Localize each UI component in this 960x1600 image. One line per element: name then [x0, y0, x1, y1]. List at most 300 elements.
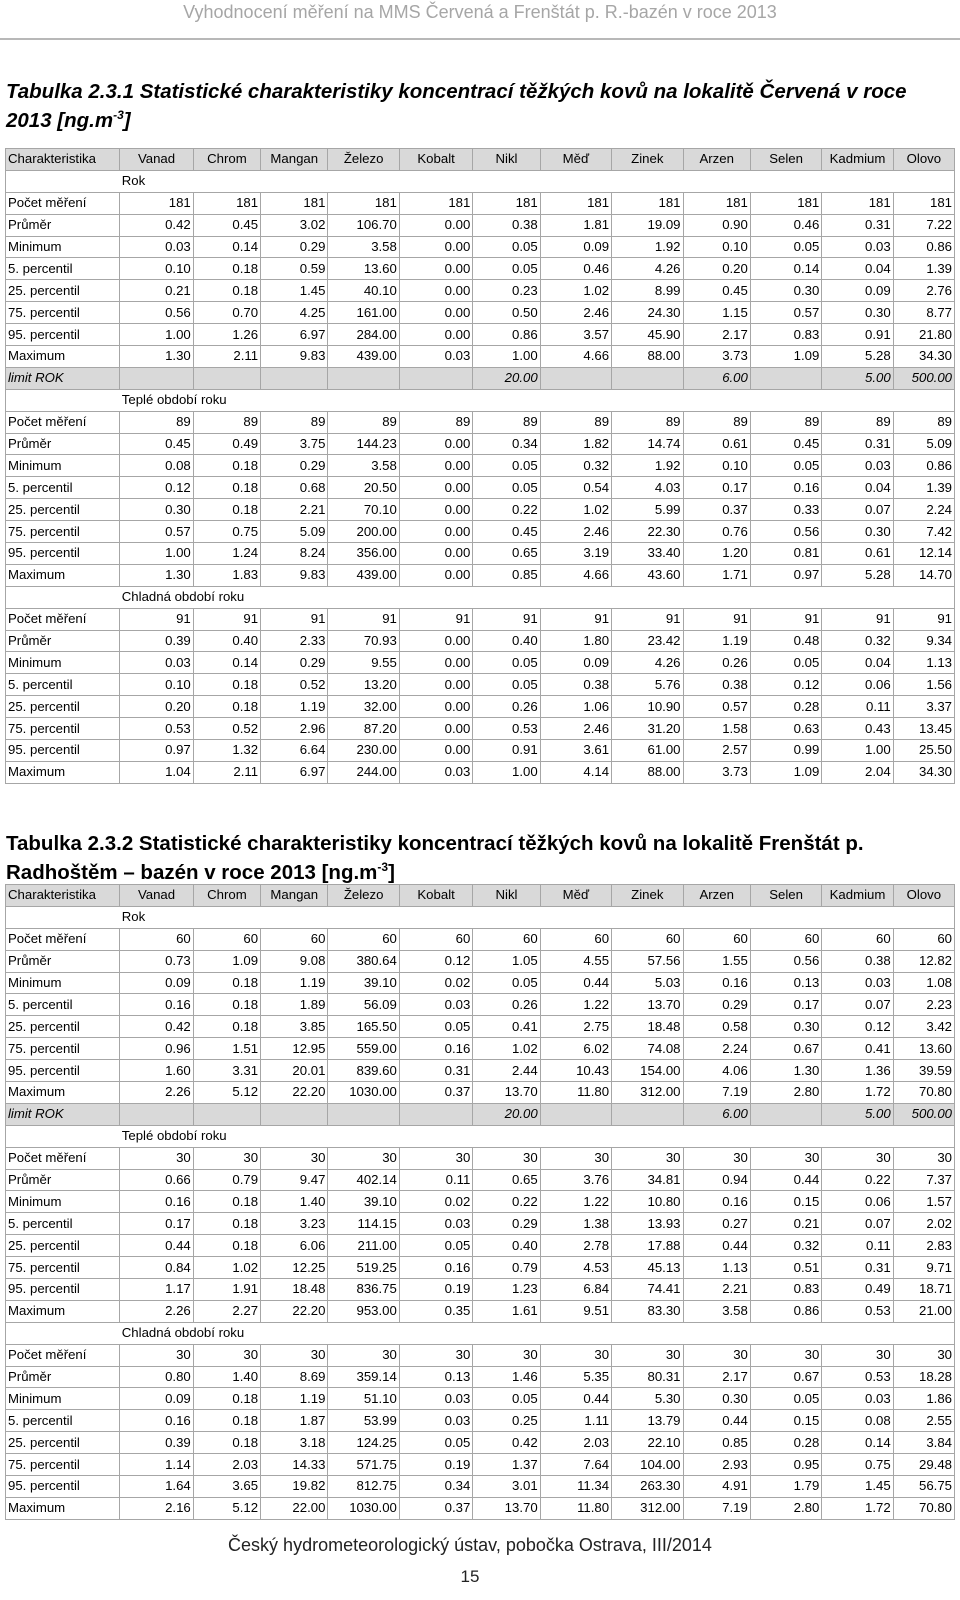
table-cell: 1.19 — [683, 630, 750, 652]
table-row — [6, 1257, 955, 1279]
table-cell: 0.83 — [750, 324, 821, 346]
table-cell: 0.30 — [120, 499, 193, 521]
table-row — [6, 1410, 955, 1432]
table-cell: 22.20 — [261, 1300, 328, 1322]
table-cell: 1.80 — [540, 630, 611, 652]
table-cell: 0.00 — [399, 652, 472, 674]
row-label: Počet měření — [6, 411, 120, 433]
table-cell: 0.17 — [120, 1213, 193, 1235]
table-cell: 0.28 — [750, 696, 821, 718]
table-cell: 30 — [328, 1147, 399, 1169]
table-cell: 2.26 — [120, 1300, 193, 1322]
table-cell: 7.19 — [683, 1497, 750, 1519]
table-cell: 0.46 — [540, 258, 611, 280]
table-cell: 3.57 — [540, 324, 611, 346]
table-cell: 1.36 — [822, 1060, 893, 1082]
table-cell: 1.02 — [540, 499, 611, 521]
section-label: Rok — [120, 906, 955, 928]
table-cell: 0.09 — [540, 652, 611, 674]
table-cell: 1.91 — [193, 1279, 260, 1301]
table-cell: 0.05 — [473, 258, 540, 280]
table-cell: 74.41 — [612, 1279, 683, 1301]
table-cell: 2.75 — [540, 1016, 611, 1038]
table-cell: 0.23 — [473, 280, 540, 302]
table-cell: 91 — [120, 608, 193, 630]
row-label: Průměr — [6, 950, 120, 972]
row-label: 5. percentil — [6, 994, 120, 1016]
table-cell: 0.06 — [822, 674, 893, 696]
table-cell: 33.40 — [612, 543, 683, 565]
table-cell: 30 — [893, 1344, 954, 1366]
table-cell: 0.49 — [822, 1279, 893, 1301]
table-cell: 3.61 — [540, 740, 611, 762]
table-cell: 89 — [261, 411, 328, 433]
row-label: 75. percentil — [6, 302, 120, 324]
table-cell: 2.03 — [193, 1454, 260, 1476]
table-cell: 60 — [120, 928, 193, 950]
table-cell: 0.38 — [473, 214, 540, 236]
table-cell: 0.65 — [473, 1169, 540, 1191]
table-cell: 1030.00 — [328, 1082, 399, 1104]
table-cell: 21.80 — [893, 324, 954, 346]
table-cell: 5.12 — [193, 1082, 260, 1104]
table-cell: 4.66 — [540, 346, 611, 368]
table-cell: 5.09 — [893, 433, 954, 455]
table-cell: 0.56 — [750, 521, 821, 543]
table-cell: 3.75 — [261, 433, 328, 455]
row-label: Průměr — [6, 630, 120, 652]
table-cell: 0.58 — [683, 1016, 750, 1038]
table-cell: 1.72 — [822, 1082, 893, 1104]
table-cell: 3.65 — [193, 1476, 260, 1498]
section-label: Rok — [120, 170, 955, 192]
table-cell: 7.64 — [540, 1454, 611, 1476]
table-cell: 30 — [193, 1344, 260, 1366]
table-cell: 34.81 — [612, 1169, 683, 1191]
table-cell: 181 — [683, 192, 750, 214]
table-cell: 0.57 — [750, 302, 821, 324]
table-cell: 1.08 — [893, 972, 954, 994]
table-cell: 6.06 — [261, 1235, 328, 1257]
table-cell: 0.45 — [193, 214, 260, 236]
table-cell: 0.03 — [399, 346, 472, 368]
table-row — [6, 1497, 955, 1519]
table-cell: 0.16 — [399, 1257, 472, 1279]
row-label: 75. percentil — [6, 521, 120, 543]
table-cell: 0.25 — [473, 1410, 540, 1432]
row-label: Maximum — [6, 761, 120, 783]
table-cell: 3.42 — [893, 1016, 954, 1038]
table-cell: 0.03 — [120, 236, 193, 258]
table-cell: 0.21 — [120, 280, 193, 302]
section-row — [6, 170, 955, 192]
table-cell: 1.40 — [261, 1191, 328, 1213]
row-label: Maximum — [6, 1497, 120, 1519]
table-cell: 0.85 — [683, 1432, 750, 1454]
table-cell: 2.55 — [893, 1410, 954, 1432]
table-cell: 30 — [750, 1344, 821, 1366]
column-header: Kobalt — [399, 149, 472, 171]
table-cell: 1.39 — [893, 477, 954, 499]
table-row — [6, 1082, 955, 1104]
table-cell: 0.12 — [822, 1016, 893, 1038]
table-cell: 1.71 — [683, 564, 750, 586]
table-cell: 30 — [261, 1147, 328, 1169]
table-cell: 60 — [473, 928, 540, 950]
row-label: 75. percentil — [6, 1038, 120, 1060]
table-cell: 0.31 — [399, 1060, 472, 1082]
table-cell: 2.11 — [193, 761, 260, 783]
table-cell: 0.27 — [683, 1213, 750, 1235]
row-label: Počet měření — [6, 1344, 120, 1366]
table-cell: 284.00 — [328, 324, 399, 346]
table-cell: 13.93 — [612, 1213, 683, 1235]
table-cell: 0.06 — [822, 1191, 893, 1213]
table-row — [6, 1300, 955, 1322]
table-cell: 0.14 — [193, 236, 260, 258]
table-cell: 181 — [540, 192, 611, 214]
table-row — [6, 1213, 955, 1235]
table-cell: 88.00 — [612, 761, 683, 783]
table-cell: 89 — [750, 411, 821, 433]
table-cell: 0.44 — [540, 972, 611, 994]
limit-label: limit ROK — [6, 367, 120, 389]
table-cell: 45.90 — [612, 324, 683, 346]
table-cell: 89 — [193, 411, 260, 433]
table-cell: 0.18 — [193, 258, 260, 280]
stats-table-frenstat — [5, 884, 955, 1520]
table-cell: 0.40 — [193, 630, 260, 652]
table-cell: 1030.00 — [328, 1497, 399, 1519]
limit-value: 500.00 — [893, 367, 954, 389]
table-cell: 0.56 — [120, 302, 193, 324]
table-cell: 0.16 — [120, 994, 193, 1016]
table-cell: 0.83 — [750, 1279, 821, 1301]
table-cell: 0.56 — [750, 950, 821, 972]
table-cell: 0.91 — [822, 324, 893, 346]
table-cell: 0.00 — [399, 214, 472, 236]
table-cell: 0.18 — [193, 696, 260, 718]
table-cell: 30 — [612, 1147, 683, 1169]
table-cell: 2.44 — [473, 1060, 540, 1082]
table-cell: 9.51 — [540, 1300, 611, 1322]
table-cell: 263.30 — [612, 1476, 683, 1498]
table-cell: 0.79 — [473, 1257, 540, 1279]
table-cell: 0.16 — [120, 1191, 193, 1213]
table-cell: 0.41 — [473, 1016, 540, 1038]
table-cell: 22.20 — [261, 1082, 328, 1104]
table-cell: 12.14 — [893, 543, 954, 565]
table-cell: 0.42 — [120, 1016, 193, 1038]
table-cell: 30 — [120, 1344, 193, 1366]
table-cell: 2.17 — [683, 1366, 750, 1388]
row-label: Minimum — [6, 455, 120, 477]
table-cell: 0.30 — [750, 1016, 821, 1038]
table-cell: 0.16 — [399, 1038, 472, 1060]
table-cell: 91 — [822, 608, 893, 630]
column-header: Železo — [328, 885, 399, 907]
table-cell: 0.95 — [750, 1454, 821, 1476]
table-cell: 1.11 — [540, 1410, 611, 1432]
row-label: 25. percentil — [6, 1432, 120, 1454]
table-cell: 1.09 — [750, 346, 821, 368]
table-cell: 0.32 — [750, 1235, 821, 1257]
row-label: Maximum — [6, 1300, 120, 1322]
table-cell: 181 — [822, 192, 893, 214]
table-cell: 34.30 — [893, 761, 954, 783]
table-cell: 3.73 — [683, 346, 750, 368]
table-cell: 0.29 — [261, 455, 328, 477]
table-cell: 0.05 — [473, 652, 540, 674]
table-cell: 0.10 — [683, 455, 750, 477]
table-cell: 56.75 — [893, 1476, 954, 1498]
table-cell: 0.03 — [399, 1388, 472, 1410]
table-cell: 2.78 — [540, 1235, 611, 1257]
table-cell: 91 — [750, 608, 821, 630]
table-cell: 1.37 — [473, 1454, 540, 1476]
column-header: Selen — [750, 149, 821, 171]
table-cell: 0.03 — [399, 1410, 472, 1432]
table-cell: 559.00 — [328, 1038, 399, 1060]
table-cell: 0.00 — [399, 455, 472, 477]
row-label: Počet měření — [6, 1147, 120, 1169]
table-cell: 0.12 — [120, 477, 193, 499]
table-cell: 3.37 — [893, 696, 954, 718]
table-cell: 0.26 — [473, 696, 540, 718]
table-body — [6, 906, 955, 1519]
table-cell: 0.00 — [399, 433, 472, 455]
table-row — [6, 192, 955, 214]
table-cell: 0.10 — [683, 236, 750, 258]
table-row — [6, 1476, 955, 1498]
table-cell: 0.68 — [261, 477, 328, 499]
table-cell: 89 — [540, 411, 611, 433]
table-cell: 32.00 — [328, 696, 399, 718]
table-cell: 244.00 — [328, 761, 399, 783]
table-cell: 0.76 — [683, 521, 750, 543]
caption-exponent: -3 — [377, 860, 389, 875]
limit-value: 20.00 — [473, 1103, 540, 1125]
table-cell: 30 — [473, 1147, 540, 1169]
table-cell: 13.70 — [473, 1082, 540, 1104]
table-cell: 0.05 — [399, 1016, 472, 1038]
row-label: 25. percentil — [6, 499, 120, 521]
table-cell: 0.10 — [120, 258, 193, 280]
table-cell: 0.07 — [822, 1213, 893, 1235]
table-row — [6, 740, 955, 762]
table-cell: 0.41 — [822, 1038, 893, 1060]
table-cell: 165.50 — [328, 1016, 399, 1038]
table-cell: 2.17 — [683, 324, 750, 346]
table-cell: 0.70 — [193, 302, 260, 324]
table-cell: 0.90 — [683, 214, 750, 236]
row-label: 75. percentil — [6, 718, 120, 740]
table-cell: 18.48 — [261, 1279, 328, 1301]
table-cell: 0.48 — [750, 630, 821, 652]
row-label: Minimum — [6, 972, 120, 994]
table-cell: 181 — [193, 192, 260, 214]
table-caption-cervena — [6, 77, 946, 135]
table-cell: 13.79 — [612, 1410, 683, 1432]
table-cell: 0.44 — [683, 1235, 750, 1257]
limit-value — [399, 367, 472, 389]
table-row — [6, 214, 955, 236]
row-label: 95. percentil — [6, 1279, 120, 1301]
table-cell: 1.19 — [261, 1388, 328, 1410]
table-cell: 51.10 — [328, 1388, 399, 1410]
table-cell: 83.30 — [612, 1300, 683, 1322]
table-cell: 89 — [473, 411, 540, 433]
table-cell: 1.19 — [261, 696, 328, 718]
row-label: Průměr — [6, 1169, 120, 1191]
table-cell: 30 — [540, 1147, 611, 1169]
table-cell: 0.00 — [399, 740, 472, 762]
table-cell: 91 — [473, 608, 540, 630]
table-cell: 1.45 — [822, 1476, 893, 1498]
table-cell: 40.10 — [328, 280, 399, 302]
table-cell: 0.09 — [120, 1388, 193, 1410]
table-cell: 5.99 — [612, 499, 683, 521]
page-footer: Český hydrometeorologický ústav, pobočka Ostrava, III/2014 — [228, 1535, 712, 1555]
table-cell: 9.55 — [328, 652, 399, 674]
table-cell: 3.19 — [540, 543, 611, 565]
table-cell: 3.58 — [328, 455, 399, 477]
table-cell: 359.14 — [328, 1366, 399, 1388]
table-cell: 11.34 — [540, 1476, 611, 1498]
table-cell: 0.39 — [120, 1432, 193, 1454]
table-cell: 0.84 — [120, 1257, 193, 1279]
table-cell: 1.92 — [612, 236, 683, 258]
table-cell: 0.17 — [683, 477, 750, 499]
table-cell: 1.00 — [120, 324, 193, 346]
table-cell: 91 — [612, 608, 683, 630]
table-cell: 60 — [540, 928, 611, 950]
table-row — [6, 324, 955, 346]
column-header: Měď — [540, 885, 611, 907]
column-header: Kobalt — [399, 885, 472, 907]
table-cell: 4.03 — [612, 477, 683, 499]
table-cell: 4.91 — [683, 1476, 750, 1498]
table-cell: 5.28 — [822, 564, 893, 586]
table-cell: 0.18 — [193, 1432, 260, 1454]
table-cell: 0.00 — [399, 258, 472, 280]
table-cell: 1.24 — [193, 543, 260, 565]
table-cell: 30 — [399, 1344, 472, 1366]
table-cell: 18.28 — [893, 1366, 954, 1388]
table-cell: 0.16 — [750, 477, 821, 499]
table-cell: 106.70 — [328, 214, 399, 236]
table-cell: 1.38 — [540, 1213, 611, 1235]
table-cell: 0.45 — [683, 280, 750, 302]
table-row — [6, 1191, 955, 1213]
row-label: 25. percentil — [6, 280, 120, 302]
table-cell: 11.80 — [540, 1497, 611, 1519]
table-caption-frenstat — [6, 829, 946, 887]
table-cell: 89 — [120, 411, 193, 433]
table-cell: 5.09 — [261, 521, 328, 543]
table-cell: 0.86 — [750, 1300, 821, 1322]
table-cell: 0.45 — [750, 433, 821, 455]
table-cell: 0.44 — [120, 1235, 193, 1257]
row-label: 95. percentil — [6, 740, 120, 762]
table-cell: 13.60 — [328, 258, 399, 280]
table-cell: 0.00 — [399, 302, 472, 324]
table-cell: 0.32 — [822, 630, 893, 652]
column-header: Selen — [750, 885, 821, 907]
table-cell: 0.44 — [683, 1410, 750, 1432]
table-cell: 0.11 — [399, 1169, 472, 1191]
table-cell: 0.03 — [120, 652, 193, 674]
table-cell: 1.30 — [120, 564, 193, 586]
table-cell: 53.99 — [328, 1410, 399, 1432]
table-cell: 87.20 — [328, 718, 399, 740]
table-cell: 10.43 — [540, 1060, 611, 1082]
table-cell: 39.10 — [328, 972, 399, 994]
table-cell: 0.05 — [473, 972, 540, 994]
table-body — [6, 170, 955, 783]
table-cell: 1.55 — [683, 950, 750, 972]
table-cell: 1.14 — [120, 1454, 193, 1476]
table-cell: 380.64 — [328, 950, 399, 972]
table-cell: 1.02 — [473, 1038, 540, 1060]
limit-value — [193, 1103, 260, 1125]
caption-text: Tabulka 2.3.1 Statistické charakteristiky koncentrací těžkých kovů na lokalitě Červená v roce 2013 [ng.m — [6, 80, 907, 132]
table-cell: 0.86 — [893, 455, 954, 477]
table-cell: 3.02 — [261, 214, 328, 236]
table-cell: 89 — [612, 411, 683, 433]
column-header: Vanad — [120, 885, 193, 907]
table-cell: 3.18 — [261, 1432, 328, 1454]
table-cell: 0.03 — [399, 994, 472, 1016]
table-cell: 1.64 — [120, 1476, 193, 1498]
table-cell: 0.21 — [750, 1213, 821, 1235]
table-cell: 154.00 — [612, 1060, 683, 1082]
caption-text: Tabulka 2.3.2 Statistické charakteristiky koncentrací těžkých kovů na lokalitě Frenštát p. Radhoštěm – bazén v roce 2013 [ng.m — [6, 832, 864, 884]
table-cell: 181 — [261, 192, 328, 214]
row-label: 5. percentil — [6, 674, 120, 696]
table-cell: 74.08 — [612, 1038, 683, 1060]
table-cell: 181 — [328, 192, 399, 214]
table-cell: 1.45 — [261, 280, 328, 302]
table-row — [6, 1454, 955, 1476]
table-cell: 2.57 — [683, 740, 750, 762]
table-cell: 181 — [399, 192, 472, 214]
table-cell: 0.45 — [120, 433, 193, 455]
table-cell: 4.25 — [261, 302, 328, 324]
row-label: 95. percentil — [6, 1060, 120, 1082]
table-cell: 0.22 — [822, 1169, 893, 1191]
table-cell: 0.29 — [473, 1213, 540, 1235]
table-cell: 60 — [683, 928, 750, 950]
table-cell: 2.24 — [683, 1038, 750, 1060]
row-label: 95. percentil — [6, 543, 120, 565]
table-cell: 1.83 — [193, 564, 260, 586]
limit-row — [6, 367, 955, 389]
table-cell: 13.70 — [612, 994, 683, 1016]
table-cell: 0.14 — [193, 652, 260, 674]
table-cell: 1.04 — [120, 761, 193, 783]
table-cell: 0.99 — [750, 740, 821, 762]
table-cell: 0.53 — [822, 1366, 893, 1388]
row-label: 5. percentil — [6, 477, 120, 499]
table-cell: 2.46 — [540, 718, 611, 740]
table-cell: 7.42 — [893, 521, 954, 543]
table-cell: 1.00 — [473, 761, 540, 783]
table-cell: 0.07 — [822, 499, 893, 521]
table-cell: 22.00 — [261, 1497, 328, 1519]
table-cell: 14.74 — [612, 433, 683, 455]
table-cell: 0.03 — [822, 236, 893, 258]
